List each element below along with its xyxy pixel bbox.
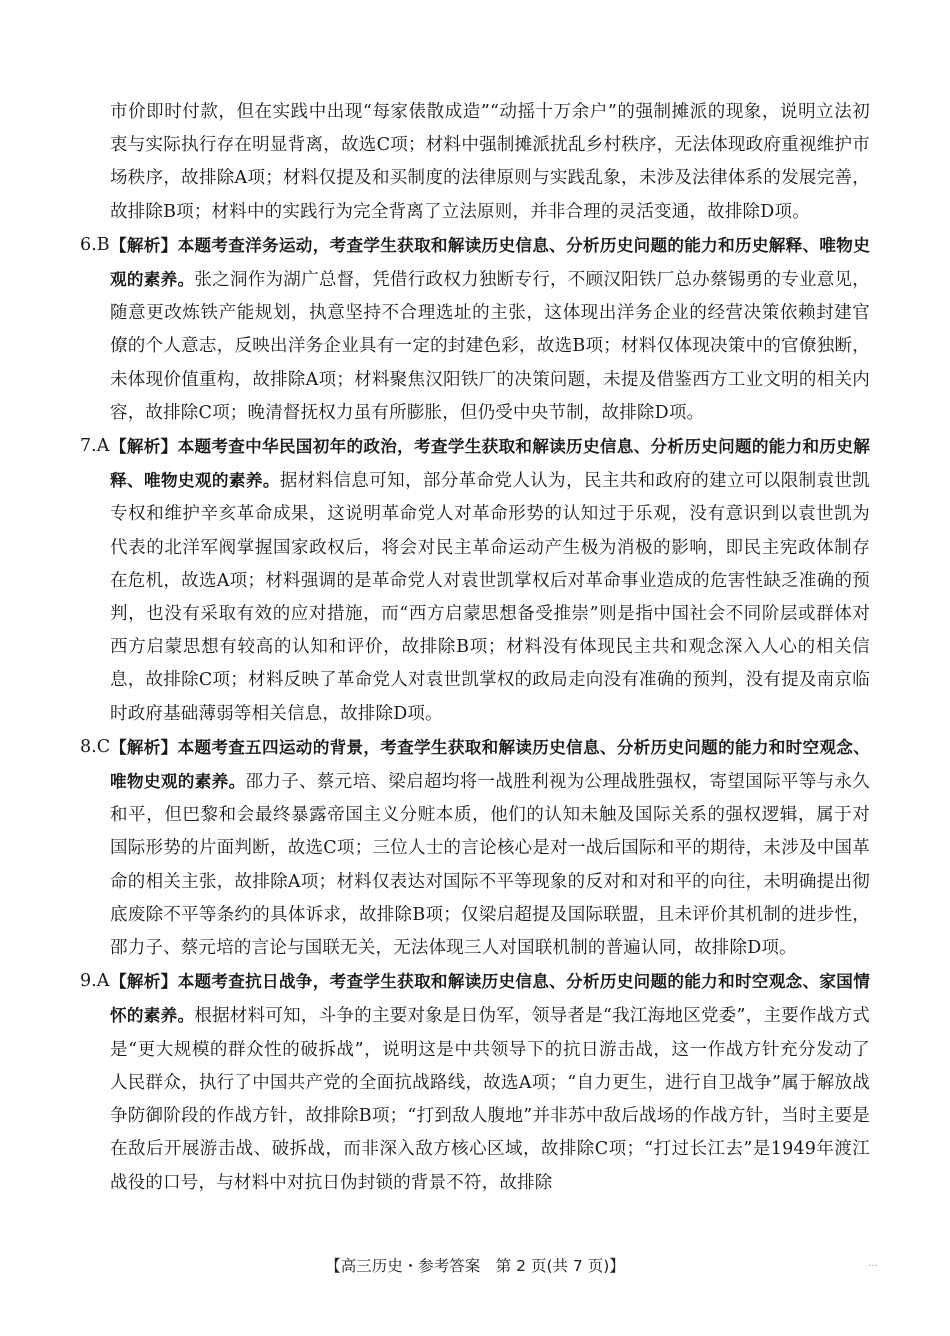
item-explanation [110,430,870,731]
item-intro: 【解析】本题考查洋务运动，考查学生获取和解读历史信息、分析历史问题的能力和历史解释、唯物史观的素养。 [110,235,870,290]
continuation-paragraph: 市价即时付款，但在实践中出现“每家俵散成造”“动摇十万余户”的强制摊派的现象，说明立法初衷与实际执行存在明显背离，故选C项；材料中强制摊派扰乱乡村秩序，无法体现政府重视维护市场秩序，故排除A项；材料仅提及和买制度的法律原则与实践乱象，未涉及法律体系的发展完善，故排除B项；材料中的实践行为完全背离了立法原则，并非合理的灵活变通，故排除D项。 [110,102,870,222]
item-number-answer [80,731,110,764]
item-number: 6. [80,234,97,255]
item-body: 张之洞作为湖广总督，凭借行政权力独断专行，不顾汉阳铁厂总办蔡锡勇的专业意见，随意更改炼铁产能规划，执意坚持不合理选址的主张，这体现出洋务企业的经营决策依赖封建官僚的个人意志，反映出洋务企业具有一定的封建色彩，故选B项；材料仅体现决策中的官僚独断，未体现价值重构，故排除A项；材料聚焦汉阳铁厂的决策问题，未提及借鉴西方工业文明的相关内容，故排除C项；晚清督抚权力虽有所膨胀，但仍受中央节制，故排除D项。 [110,270,871,423]
item-number: 9. [80,971,97,992]
item-number: 8. [80,736,97,757]
item-number: 7. [80,436,97,457]
answer-item-7 [80,430,870,731]
footer-dots: … [868,1258,880,1269]
answer-item-6 [80,229,870,430]
item-answer: C [96,736,111,757]
item-body: 据材料信息可知，部分革命党人认为，民主共和政府的建立可以限制袁世凯专权和维护辛亥革命成果，这说明革命党人对革命形势的认知过于乐观，没有意识到以袁世凯为代表的北洋军阀掌握国家政权后，将会对民主革命运动产生极为消极的影响，即民主宪政体制存在危机，故选A项；材料强调的是革命党人对袁世凯掌权后对革命事业造成的危害性缺乏准确的预判，也没有采取有效的应对措施，而“西方启蒙思想备受推崇”则是指中国社会不同阶层或群体对西方启蒙思想有较高的认知和评价，故排除B项；材料没有体现民主共和观念深入人心的相关信息，故排除C项；材料反映了革命党人对袁世凯掌权的政局走向没有准确的预判，没有提及南京临时政府基础薄弱等相关信息，故排除D项。 [110,471,871,724]
item-body: 根据材料可知，斗争的主要对象是日伪军，领导者是“我江海地区党委”，主要作战方式是“更大规模的群众性的破拆战”，说明这是中共领导下的抗日游击战，这一作战方针充分发动了人民群众，执行了中国共产党的全面抗战路线，故选A项；“自力更生，进行自卫战争”属于解放战争防御阶段的作战方针，故排除B项；“打到敌人腹地”并非苏中敌后战场的作战方针，当时主要是在敌后开展游击战、破拆战，而非深入敌方核心区域，故排除C项；“打过长江去”是1949年渡江战役的口号，与材料中对抗日伪封锁的背景不符，故排除 [110,1006,871,1193]
item-number-answer [80,965,110,998]
answer-item-8 [80,731,870,965]
answer-content [80,96,870,1200]
item-answer: A [96,436,110,457]
item-intro: 【解析】本题考查五四运动的背景，考查学生获取和解读历史信息、分析历史问题的能力和时空观念、唯物史观的素养。 [110,737,870,792]
item-intro: 【解析】本题考查中华民国初年的政治，考查学生获取和解读历史信息、分析历史问题的能力和历史解释、唯物史观的素养。 [110,437,870,491]
answer-item-9 [80,965,870,1199]
item-body: 邵力子、蔡元培、梁启超均将一战胜利视为公理战胜强权，寄望国际平等与永久和平，但巴黎和会最终暴露帝国主义分赃本质，他们的认知未触及国际关系的强权逻辑，属于对国际形势的片面判断，故选C项；三位人士的言论核心是对一战后国际和平的期待，未涉及中国革命的相关主张，故排除A项；材料仅表达对国际不平等现象的反对和对和平的向往，未明确提出彻底废除不平等条约的具体诉求，故排除B项；仅梁启超提及国际联盟，且未评价其机制的进步性，邵力子、蔡元培的言论与国联无关，无法体现三人对国联机制的普遍认同，故排除D项。 [110,772,870,959]
item-answer: B [96,234,110,255]
item-explanation [110,965,870,1199]
item-answer: A [96,971,110,992]
item-number-answer [80,229,110,262]
item-explanation [110,229,870,430]
item-number-answer [80,430,110,463]
item-explanation [110,731,870,965]
page-footer: 【高三历史・参考答案 第 2 页(共 7 页)】 [325,1257,625,1275]
item-intro: 【解析】本题考查抗日战争，考查学生获取和解读历史信息、分析历史问题的能力和时空观念、家国情怀的素养。 [110,972,870,1026]
